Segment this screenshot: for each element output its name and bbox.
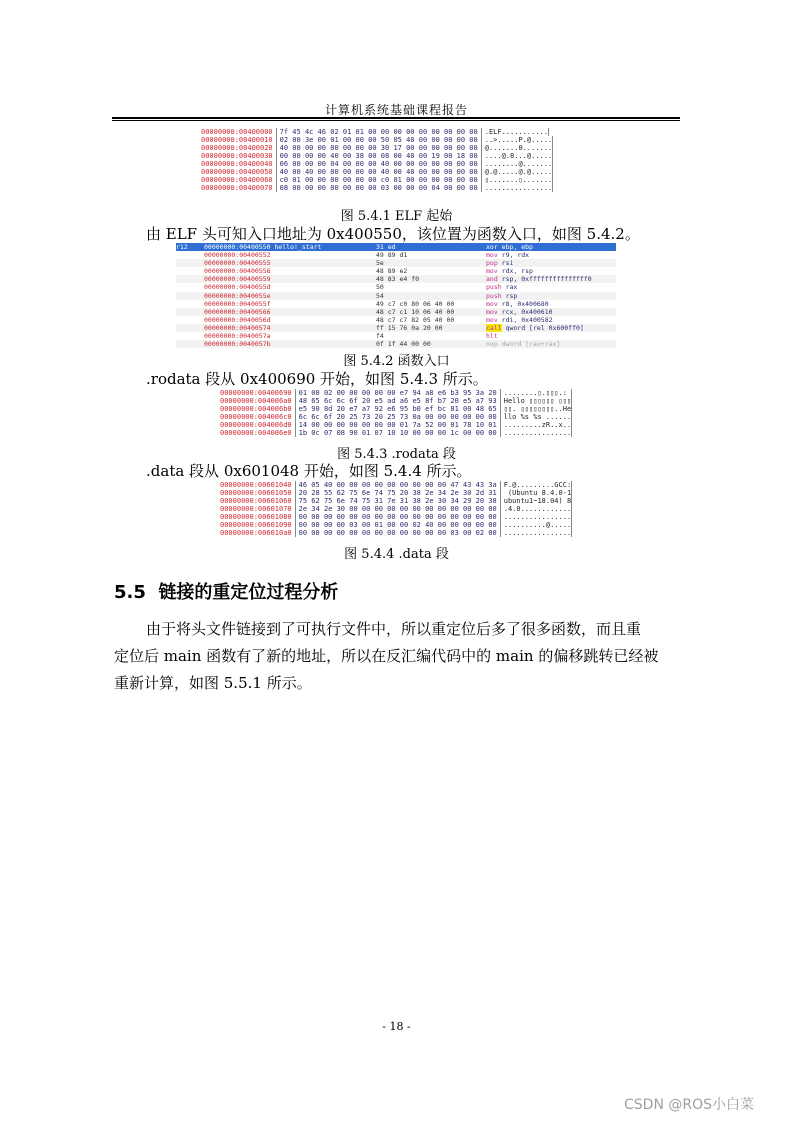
disasm-instruction — [486, 308, 616, 316]
hex-address: 00000000:004006d0 — [220, 421, 296, 429]
disasm-register-label — [176, 316, 204, 324]
disasm-instruction — [486, 267, 616, 275]
disasm-instruction — [486, 332, 616, 340]
hex-address: 00000000:00601040 — [220, 481, 296, 489]
disasm-register-label — [176, 267, 204, 275]
figure-5-4-4-hexdump — [220, 481, 572, 537]
hex-row — [220, 489, 572, 497]
disasm-address: 00000000:00400550 hello!_start — [204, 243, 376, 251]
hex-row — [220, 505, 572, 513]
disasm-operands: qword [rel 0x600ff0] — [501, 323, 584, 332]
hex-ascii: ................ — [501, 529, 572, 537]
hex-bytes: 7f 45 4c 46 02 01 01 00 00 00 00 00 00 00 00 00 — [277, 128, 482, 136]
hex-row — [220, 405, 572, 413]
disasm-mnemonic: mov — [486, 267, 498, 276]
disasm-operands: rdi, 0x400582 — [497, 315, 553, 324]
paragraph-rodata: .rodata 段从 0x400690 开始，如图 5.4.3 所示。 — [146, 370, 488, 388]
hex-row — [220, 521, 572, 529]
disasm-bytes: 0f 1f 44 00 00 — [376, 340, 431, 349]
disasm-mnemonic: and — [486, 275, 498, 284]
disasm-register-label — [176, 340, 204, 348]
disasm-register-label — [176, 308, 204, 316]
disasm-bytes: 54 — [376, 291, 384, 300]
hex-address: 00000000:00601050 — [220, 489, 296, 497]
hex-row — [201, 184, 553, 192]
hex-bytes: 40 00 00 00 00 00 00 00 30 17 00 00 00 00 00 00 — [277, 144, 482, 152]
disasm-register-label — [176, 300, 204, 308]
disasm-bytes: 48 83 e4 f0 — [376, 275, 420, 284]
body-line-2: 定位后 main 函数有了新的地址，所以在反汇编代码中的 main 的偏移跳转已经被 — [114, 647, 659, 665]
disasm-address: 00000000:00400566 — [204, 307, 271, 316]
disasm-operands: rcx, 0x400610 — [497, 307, 553, 316]
hex-row — [220, 421, 572, 429]
hex-row — [201, 152, 553, 160]
hex-row — [201, 144, 553, 152]
hex-ascii: @.......0....... — [482, 144, 553, 152]
hex-bytes: 6c 6c 6f 20 25 73 20 25 73 0a 00 00 00 00 00 00 — [296, 413, 501, 421]
disasm-bytes: 48 c7 c7 82 05 40 00 — [376, 315, 455, 324]
hex-ascii: ....@.8...@..... — [482, 152, 553, 160]
hex-ascii: ..>.....P.@..... — [482, 136, 553, 144]
disasm-instruction — [486, 316, 616, 324]
hex-row — [220, 497, 572, 505]
disasm-register-label — [176, 324, 204, 332]
disasm-bytes: 48 c7 c1 10 06 40 00 — [376, 307, 455, 316]
body-line-1: 由于将头文件链接到了可执行文件中，所以重定位后多了很多函数，而且重 — [146, 620, 642, 638]
figure-5-4-2-disassembly — [176, 243, 616, 348]
disasm-operands: rsp, 0xfffffffffffffff0 — [497, 275, 592, 284]
disasm-row — [176, 275, 616, 283]
hex-row — [220, 413, 572, 421]
hex-ascii: ..........@..... — [501, 521, 572, 529]
hex-row — [201, 136, 553, 144]
figure-5-4-2-caption: 图 5.4.2 函数入口 — [343, 354, 450, 369]
hex-address: 00000000:00601080 — [220, 513, 296, 521]
hex-address: 00000000:00400060 — [201, 176, 277, 184]
disasm-operands: rdx, rsp — [497, 267, 533, 276]
disasm-row — [176, 251, 616, 259]
section-number: 5.5 — [114, 582, 146, 603]
disasm-instruction — [486, 259, 616, 267]
disasm-row — [176, 332, 616, 340]
disasm-bytes: 49 89 d1 — [376, 251, 408, 260]
hex-bytes: 48 65 6c 6c 6f 20 e5 ad a6 e5 8f b7 20 e5 a7 93 — [296, 397, 501, 405]
disasm-register-label — [176, 275, 204, 283]
disasm-bytes: 48 89 e2 — [376, 267, 408, 276]
hex-ascii: F.@.........GCC: — [501, 481, 572, 489]
hex-address: 00000000:00601070 — [220, 505, 296, 513]
hex-address: 00000000:00400690 — [220, 389, 296, 397]
disasm-bytes: 5e — [376, 259, 384, 268]
body-line-3: 重新计算，如图 5.5.1 所示。 — [114, 674, 312, 692]
hex-ascii: .........zR..x.. — [501, 421, 572, 429]
hex-bytes: 14 00 00 00 00 00 00 00 01 7a 52 00 01 78 10 01 — [296, 421, 501, 429]
disasm-operands: rsi — [497, 259, 514, 268]
disasm-address: 00000000:00400555 — [204, 259, 271, 268]
disasm-address: 00000000:00400559 — [204, 275, 271, 284]
disasm-bytes: 31 ed — [376, 243, 486, 251]
disasm-operands: rsp — [501, 291, 518, 300]
hex-row — [220, 529, 572, 537]
disasm-bytes: 49 c7 c0 80 06 40 00 — [376, 299, 455, 308]
disasm-register-label — [176, 332, 204, 340]
disasm-row — [176, 267, 616, 275]
disasm-row — [176, 243, 616, 251]
disasm-operands: r8, 0x400680 — [497, 299, 549, 308]
hex-bytes: 00 00 00 00 03 00 01 00 00 02 40 00 00 00 00 00 — [296, 521, 501, 529]
hex-row — [220, 481, 572, 489]
hex-ascii: llo %s %s ...... — [501, 413, 572, 421]
disasm-address: 00000000:0040055d — [204, 283, 271, 292]
disasm-mnemonic: mov — [486, 251, 498, 260]
disasm-address: 00000000:0040057a — [204, 332, 271, 341]
hex-bytes: 1b 0c 07 08 90 01 07 10 10 00 00 00 1c 00 00 00 — [296, 429, 501, 437]
hex-row — [220, 513, 572, 521]
hex-address: 00000000:00400000 — [201, 128, 277, 136]
disasm-register-label — [176, 283, 204, 291]
section-heading — [114, 578, 338, 604]
hex-ascii: Hello ▯▯▯▯▯▯ ▯▯▯ — [501, 397, 572, 405]
hex-row — [201, 128, 553, 136]
disasm-instruction — [486, 300, 616, 308]
hex-address: 00000000:00400040 — [201, 160, 277, 168]
page-number: - 18 - — [382, 1020, 411, 1033]
hex-ascii: ........@....... — [482, 160, 553, 168]
disasm-register-label — [176, 292, 204, 300]
disasm-operands: r9, rdx — [497, 251, 530, 260]
hex-bytes: 01 00 02 00 00 00 00 00 e7 94 a8 e6 b3 95 3a 20 — [296, 389, 501, 397]
hex-bytes: 08 00 00 00 00 00 00 00 03 00 00 00 04 00 00 00 — [277, 184, 482, 192]
hex-bytes: 00 00 00 00 40 00 38 00 08 00 40 00 19 00 18 00 — [277, 152, 482, 160]
hex-address: 00000000:004006a0 — [220, 397, 296, 405]
hex-row — [220, 397, 572, 405]
page-header-title: 计算机系统基础课程报告 — [324, 103, 468, 117]
disasm-row — [176, 340, 616, 348]
hex-bytes: 06 00 00 00 04 00 00 00 40 00 00 00 00 00 00 00 — [277, 160, 482, 168]
section-title: 链接的重定位过程分析 — [158, 582, 339, 603]
disasm-register-label — [176, 251, 204, 259]
hex-bytes: 46 05 40 00 00 00 00 00 00 00 00 00 47 43 43 3a — [296, 481, 501, 489]
hex-row — [220, 429, 572, 437]
disasm-address: 00000000:00400552 — [204, 251, 271, 260]
paragraph-data: .data 段从 0x601048 开始，如图 5.4.4 所示。 — [146, 462, 472, 480]
disasm-operands: rax — [501, 283, 518, 292]
hex-ascii: (Ubuntu 8.4.0-1 — [501, 489, 572, 497]
disasm-row — [176, 292, 616, 300]
hex-bytes: e5 90 8d 20 e7 a7 92 e6 95 b0 ef bc 81 00 48 65 — [296, 405, 501, 413]
disasm-address: 00000000:00400574 — [204, 323, 271, 332]
hex-bytes: 20 28 55 62 75 6e 74 75 20 38 2e 34 2e 30 2d 31 — [296, 489, 501, 497]
disasm-instruction — [486, 292, 616, 300]
hex-ascii: ................ — [501, 513, 572, 521]
disasm-mnemonic: push — [486, 291, 502, 300]
disasm-instruction — [486, 251, 616, 259]
paragraph-entry-address: 由 ELF 头可知入口地址为 0x400550，该位置为函数入口，如图 5.4.2。 — [146, 225, 640, 243]
hex-ascii: ................ — [501, 429, 572, 437]
hex-bytes: 40 00 40 00 00 00 00 00 40 00 40 00 00 00 00 00 — [277, 168, 482, 176]
disasm-mnemonic: mov — [486, 315, 498, 324]
disasm-row — [176, 259, 616, 267]
header-rule-thin — [112, 120, 680, 121]
disasm-bytes: ff 15 76 0a 20 00 — [376, 323, 443, 332]
hex-address: 00000000:00400050 — [201, 168, 277, 176]
disasm-mnemonic: pop — [486, 259, 498, 268]
disasm-bytes: 50 — [376, 283, 384, 292]
hex-address: 00000000:004006e0 — [220, 429, 296, 437]
disasm-row — [176, 316, 616, 324]
disasm-mnemonic: hlt — [486, 332, 498, 341]
disasm-mnemonic: nop — [486, 340, 498, 349]
disasm-mnemonic: call — [486, 323, 502, 332]
disasm-mnemonic: push — [486, 283, 502, 292]
disasm-address: 00000000:0040055f — [204, 299, 271, 308]
hex-address: 00000000:004006c0 — [220, 413, 296, 421]
disasm-address: 00000000:00400556 — [204, 267, 271, 276]
disasm-row — [176, 300, 616, 308]
disasm-mnemonic: xor — [486, 243, 498, 251]
header-rule — [112, 117, 680, 119]
hex-ascii: .ELF........... — [482, 128, 549, 136]
disasm-operands: dword [rax+rax] — [497, 340, 561, 349]
figure-5-4-3-hexdump — [220, 389, 572, 437]
hex-bytes: 2e 34 2e 30 00 00 00 00 00 00 00 00 00 00 00 00 — [296, 505, 501, 513]
figure-5-4-4-caption: 图 5.4.4 .data 段 — [344, 547, 449, 562]
hex-row — [201, 168, 553, 176]
figure-5-4-3-caption: 图 5.4.3 .rodata 段 — [337, 447, 456, 462]
hex-ascii: ▯.......▯....... — [482, 176, 553, 184]
disasm-address: 00000000:0040056d — [204, 315, 271, 324]
disasm-row — [176, 283, 616, 291]
hex-ascii: ........▯.▯▯▯.: — [501, 389, 572, 397]
hex-ascii: ubuntu1~18.04) 8 — [501, 497, 572, 505]
hex-ascii: @.@.....@.@..... — [482, 168, 553, 176]
disasm-instruction — [486, 340, 616, 348]
hex-ascii: ▯▯. ▯▯▯▯▯▯▯▯..He — [501, 405, 572, 413]
disasm-register-label: r12 — [176, 243, 204, 251]
hex-ascii: .4.0............ — [501, 505, 572, 513]
hex-row — [201, 160, 553, 168]
hex-address: 00000000:00400020 — [201, 144, 277, 152]
hex-bytes: 75 62 75 6e 74 75 31 7e 31 38 2e 30 34 29 20 38 — [296, 497, 501, 505]
hex-address: 00000000:006010a0 — [220, 529, 296, 537]
hex-ascii: ................ — [482, 184, 553, 192]
disasm-mnemonic: mov — [486, 307, 498, 316]
disasm-operands: ebp, ebp — [497, 243, 533, 251]
disasm-instruction — [486, 283, 616, 291]
hex-bytes: c0 01 00 00 00 00 00 00 c0 01 00 00 00 00 00 00 — [277, 176, 482, 184]
csdn-watermark: CSDN @ROS小白菜 — [624, 1097, 754, 1113]
disasm-instruction — [486, 275, 616, 283]
disasm-instruction — [486, 324, 616, 332]
disasm-register-label — [176, 259, 204, 267]
disasm-bytes: f4 — [376, 332, 384, 341]
disasm-row — [176, 308, 616, 316]
figure-5-4-1-caption: 图 5.4.1 ELF 起始 — [340, 209, 453, 224]
hex-bytes: 00 00 00 00 00 00 00 00 00 00 00 00 03 00 02 00 — [296, 529, 501, 537]
hex-bytes: 02 00 3e 00 01 00 00 00 50 05 40 00 00 00 00 00 — [277, 136, 482, 144]
hex-address: 00000000:00601060 — [220, 497, 296, 505]
hex-address: 00000000:00400070 — [201, 184, 277, 192]
figure-5-4-1-hexdump — [201, 128, 553, 192]
disasm-instruction — [486, 243, 616, 251]
disasm-mnemonic: mov — [486, 299, 498, 308]
disasm-row — [176, 324, 616, 332]
hex-row — [201, 176, 553, 184]
disasm-address: 00000000:0040057b — [204, 340, 271, 349]
hex-address: 00000000:00400010 — [201, 136, 277, 144]
hex-address: 00000000:00400030 — [201, 152, 277, 160]
hex-bytes: 00 00 00 00 00 00 00 00 00 00 00 00 00 00 00 00 — [296, 513, 501, 521]
hex-row — [220, 389, 572, 397]
hex-address: 00000000:004006b0 — [220, 405, 296, 413]
disasm-address: 00000000:0040055e — [204, 291, 271, 300]
hex-address: 00000000:00601090 — [220, 521, 296, 529]
